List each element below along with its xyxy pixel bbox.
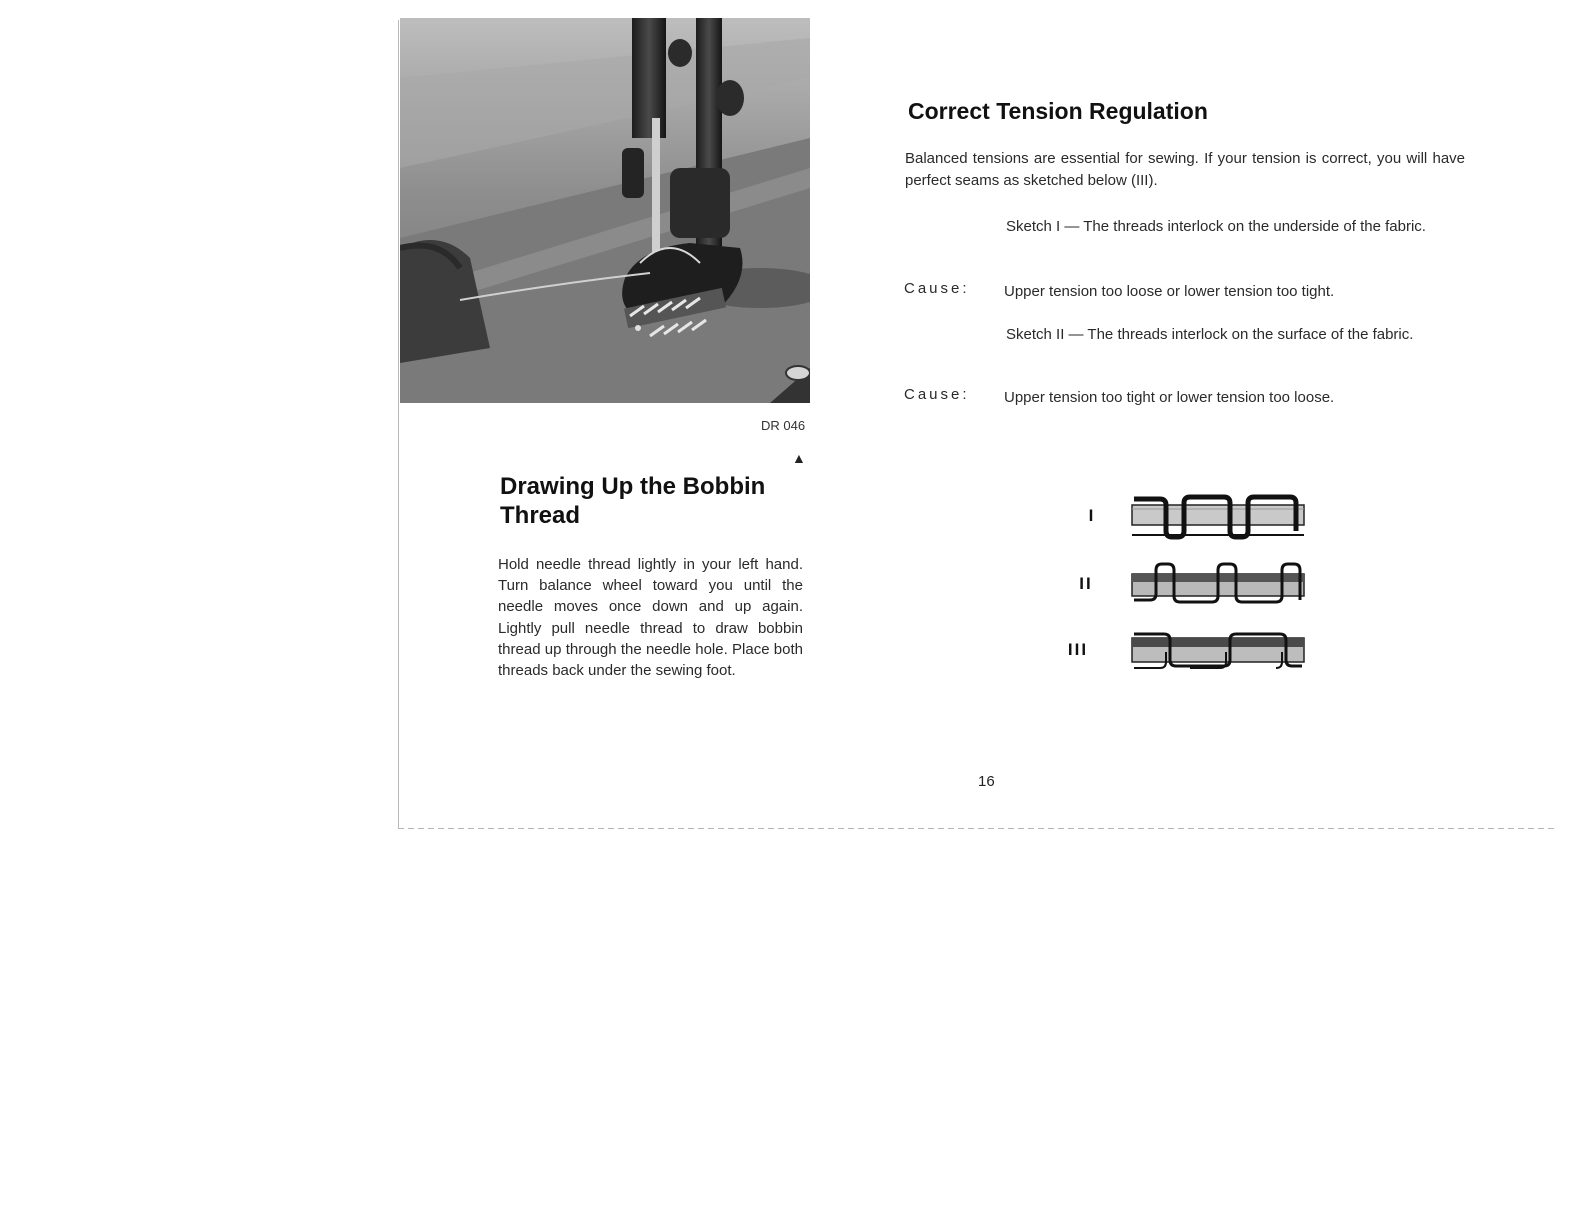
stitch-sketch-3 — [1130, 626, 1306, 674]
sketch-2-description: Sketch II — The threads interlock on the surface of the fabric. — [1006, 326, 1414, 343]
photo-code: DR 046 — [761, 418, 806, 433]
sketch-label-1: I — [1088, 506, 1096, 525]
cause-label-1: Cause: — [904, 280, 970, 297]
cause-1-text: Upper tension too loose or lower tension too tight. — [1004, 283, 1335, 300]
up-arrow-icon: ▲ — [792, 450, 806, 466]
section-title-tension: Correct Tension Regulation — [908, 98, 1208, 124]
stitch-sketch-1 — [1130, 493, 1306, 541]
page-edge-left — [398, 20, 399, 828]
cause-label-2: Cause: — [904, 386, 970, 403]
section-title-bobbin — [500, 472, 800, 530]
page-edge-bottom — [398, 828, 1558, 829]
sketch-1-description: Sketch I — The threads interlock on the underside of the fabric. — [1006, 218, 1426, 235]
page-number: 16 — [978, 773, 995, 790]
sewing-machine-photo — [400, 18, 810, 403]
sketch-label-3: III — [1067, 640, 1089, 659]
tension-intro: Balanced tensions are essential for sewing. If your tension is correct, you will have perfect seams as sketched below (III). — [905, 150, 1465, 189]
bobbin-instructions: Hold needle thread lightly in your left hand. Turn balance wheel toward you until the needle moves once down and up again. Lightly pull needle thread to draw bobbin thread up through the needle hole. Place both threads back under the sewing foot. — [498, 556, 803, 680]
sketch-label-2: II — [1079, 574, 1093, 593]
cause-2-text: Upper tension too tight or lower tension too loose. — [1004, 389, 1335, 406]
stitch-sketch-2 — [1130, 560, 1306, 608]
title-line-2: Thread — [500, 502, 581, 529]
title-line-1: Drawing Up the Bobbin — [500, 473, 766, 500]
